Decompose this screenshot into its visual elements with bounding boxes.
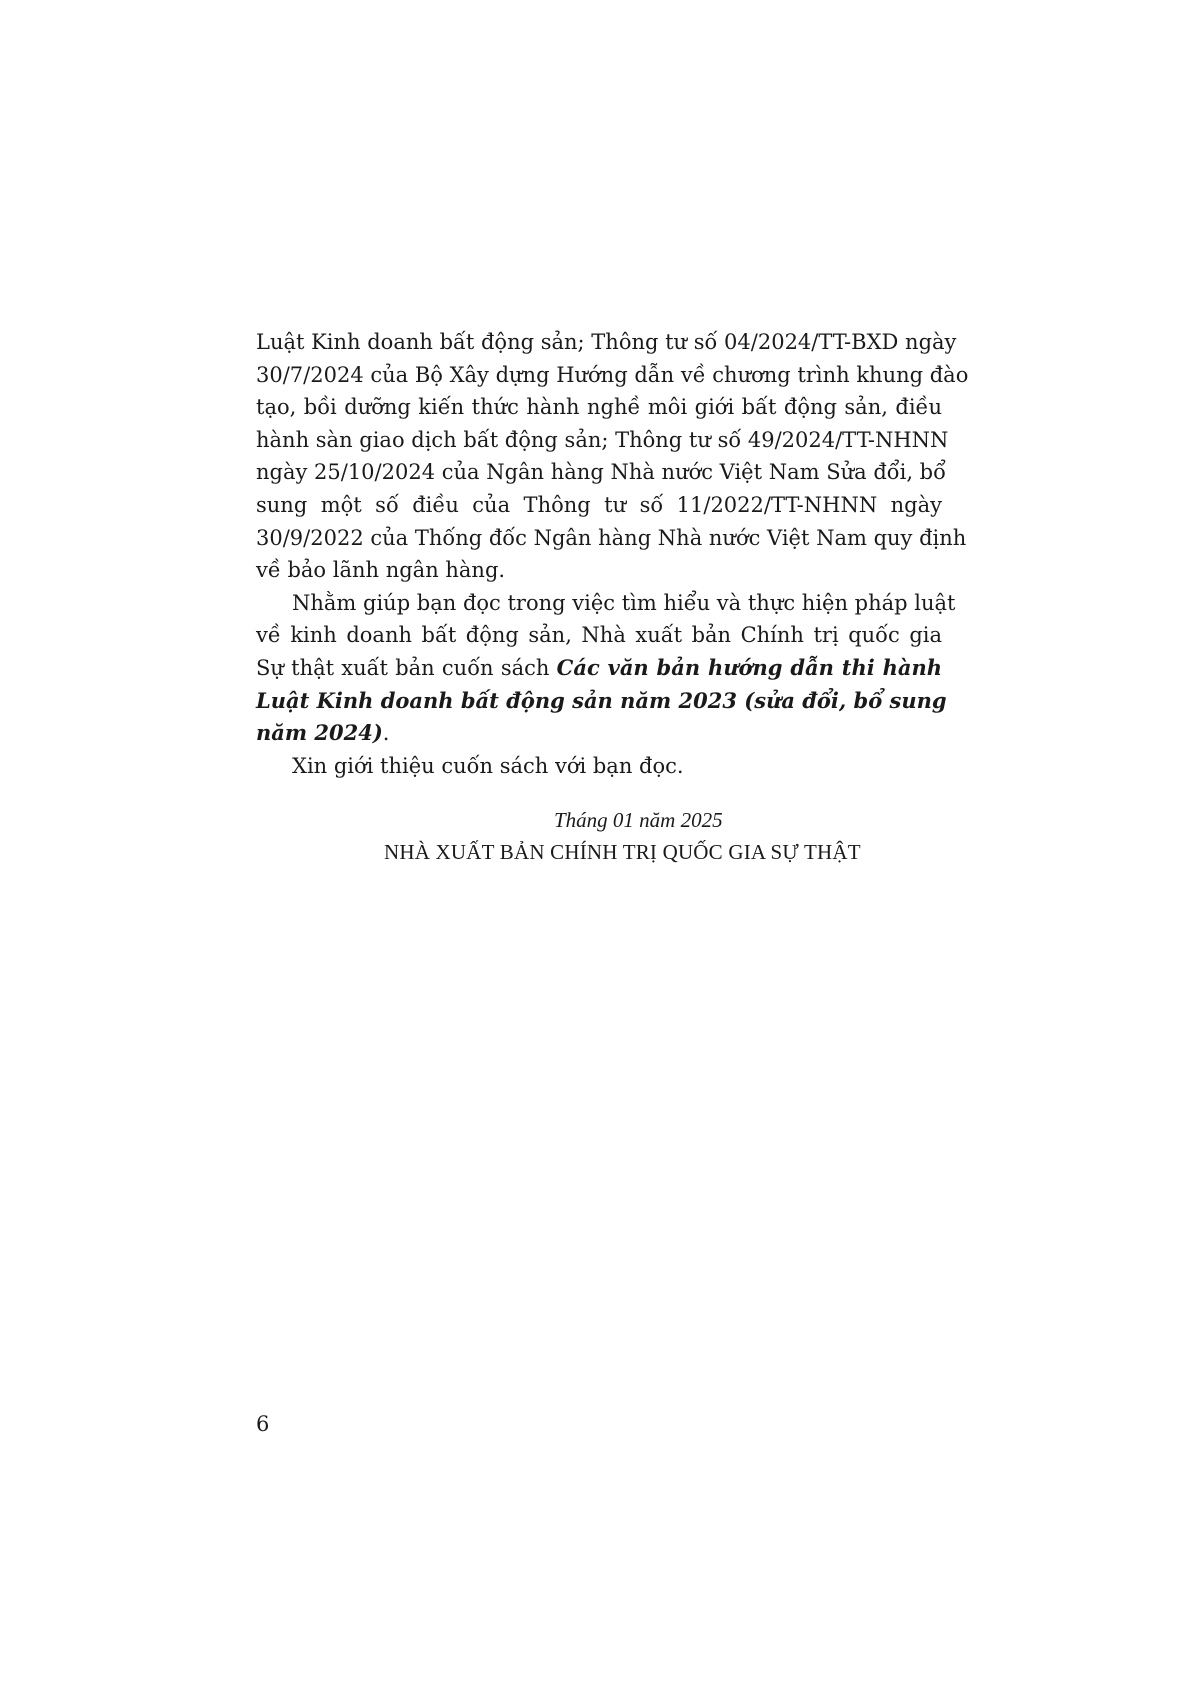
text-line: 30/7/2024 của Bộ Xây dựng Hướng dẫn về chương trình khung đào: [256, 362, 969, 387]
paragraph-introduction: [256, 750, 942, 783]
signature-date: Tháng 01 năm 2025: [554, 808, 723, 832]
signature-publisher: NHÀ XUẤT BẢN CHÍNH TRỊ QUỐC GIA SỰ THẬT: [384, 840, 861, 864]
text-line: [256, 717, 942, 750]
paragraph-legal-references: [256, 326, 969, 587]
text-line: Xin giới thiệu cuốn sách với bạn đọc.: [292, 753, 684, 778]
text-line: ngày 25/10/2024 của Ngân hàng Nhà nước Việt Nam Sửa đổi, bổ: [256, 460, 946, 485]
text-line: về bảo lãnh ngân hàng.: [256, 558, 506, 583]
book-title-line: Luật Kinh doanh bất động sản năm 2023 (sửa đổi, bổ sung: [256, 687, 947, 713]
text-plain: Sự thật xuất bản cuốn sách: [256, 655, 557, 680]
period: .: [382, 721, 390, 746]
text-line: Nhằm giúp bạn đọc trong việc tìm hiểu và thực hiện pháp luật: [292, 590, 956, 615]
paragraph-purpose: [256, 587, 956, 750]
text-line: hành sàn giao dịch bất động sản; Thông tư số 49/2024/TT-NHNN: [256, 427, 949, 452]
text-line: tạo, bồi dưỡng kiến thức hành nghề môi giới bất động sản, điều: [256, 395, 942, 420]
text-line: về kinh doanh bất động sản, Nhà xuất bản Chính trị quốc gia: [256, 623, 942, 648]
text-line: Luật Kinh doanh bất động sản; Thông tư số 04/2024/TT-BXD ngày: [256, 330, 957, 354]
text-line: [256, 652, 942, 685]
body-text: [256, 326, 969, 782]
text-line: 30/9/2022 của Thống đốc Ngân hàng Nhà nước Việt Nam quy định: [256, 525, 967, 550]
page-number: 6: [256, 1412, 270, 1436]
text-line: sung một số điều của Thông tư số 11/2022/TT-NHNN ngày: [256, 492, 942, 517]
book-title-end: năm 2024): [256, 720, 383, 746]
book-title: Các văn bản hướng dẫn thi hành: [556, 654, 942, 680]
